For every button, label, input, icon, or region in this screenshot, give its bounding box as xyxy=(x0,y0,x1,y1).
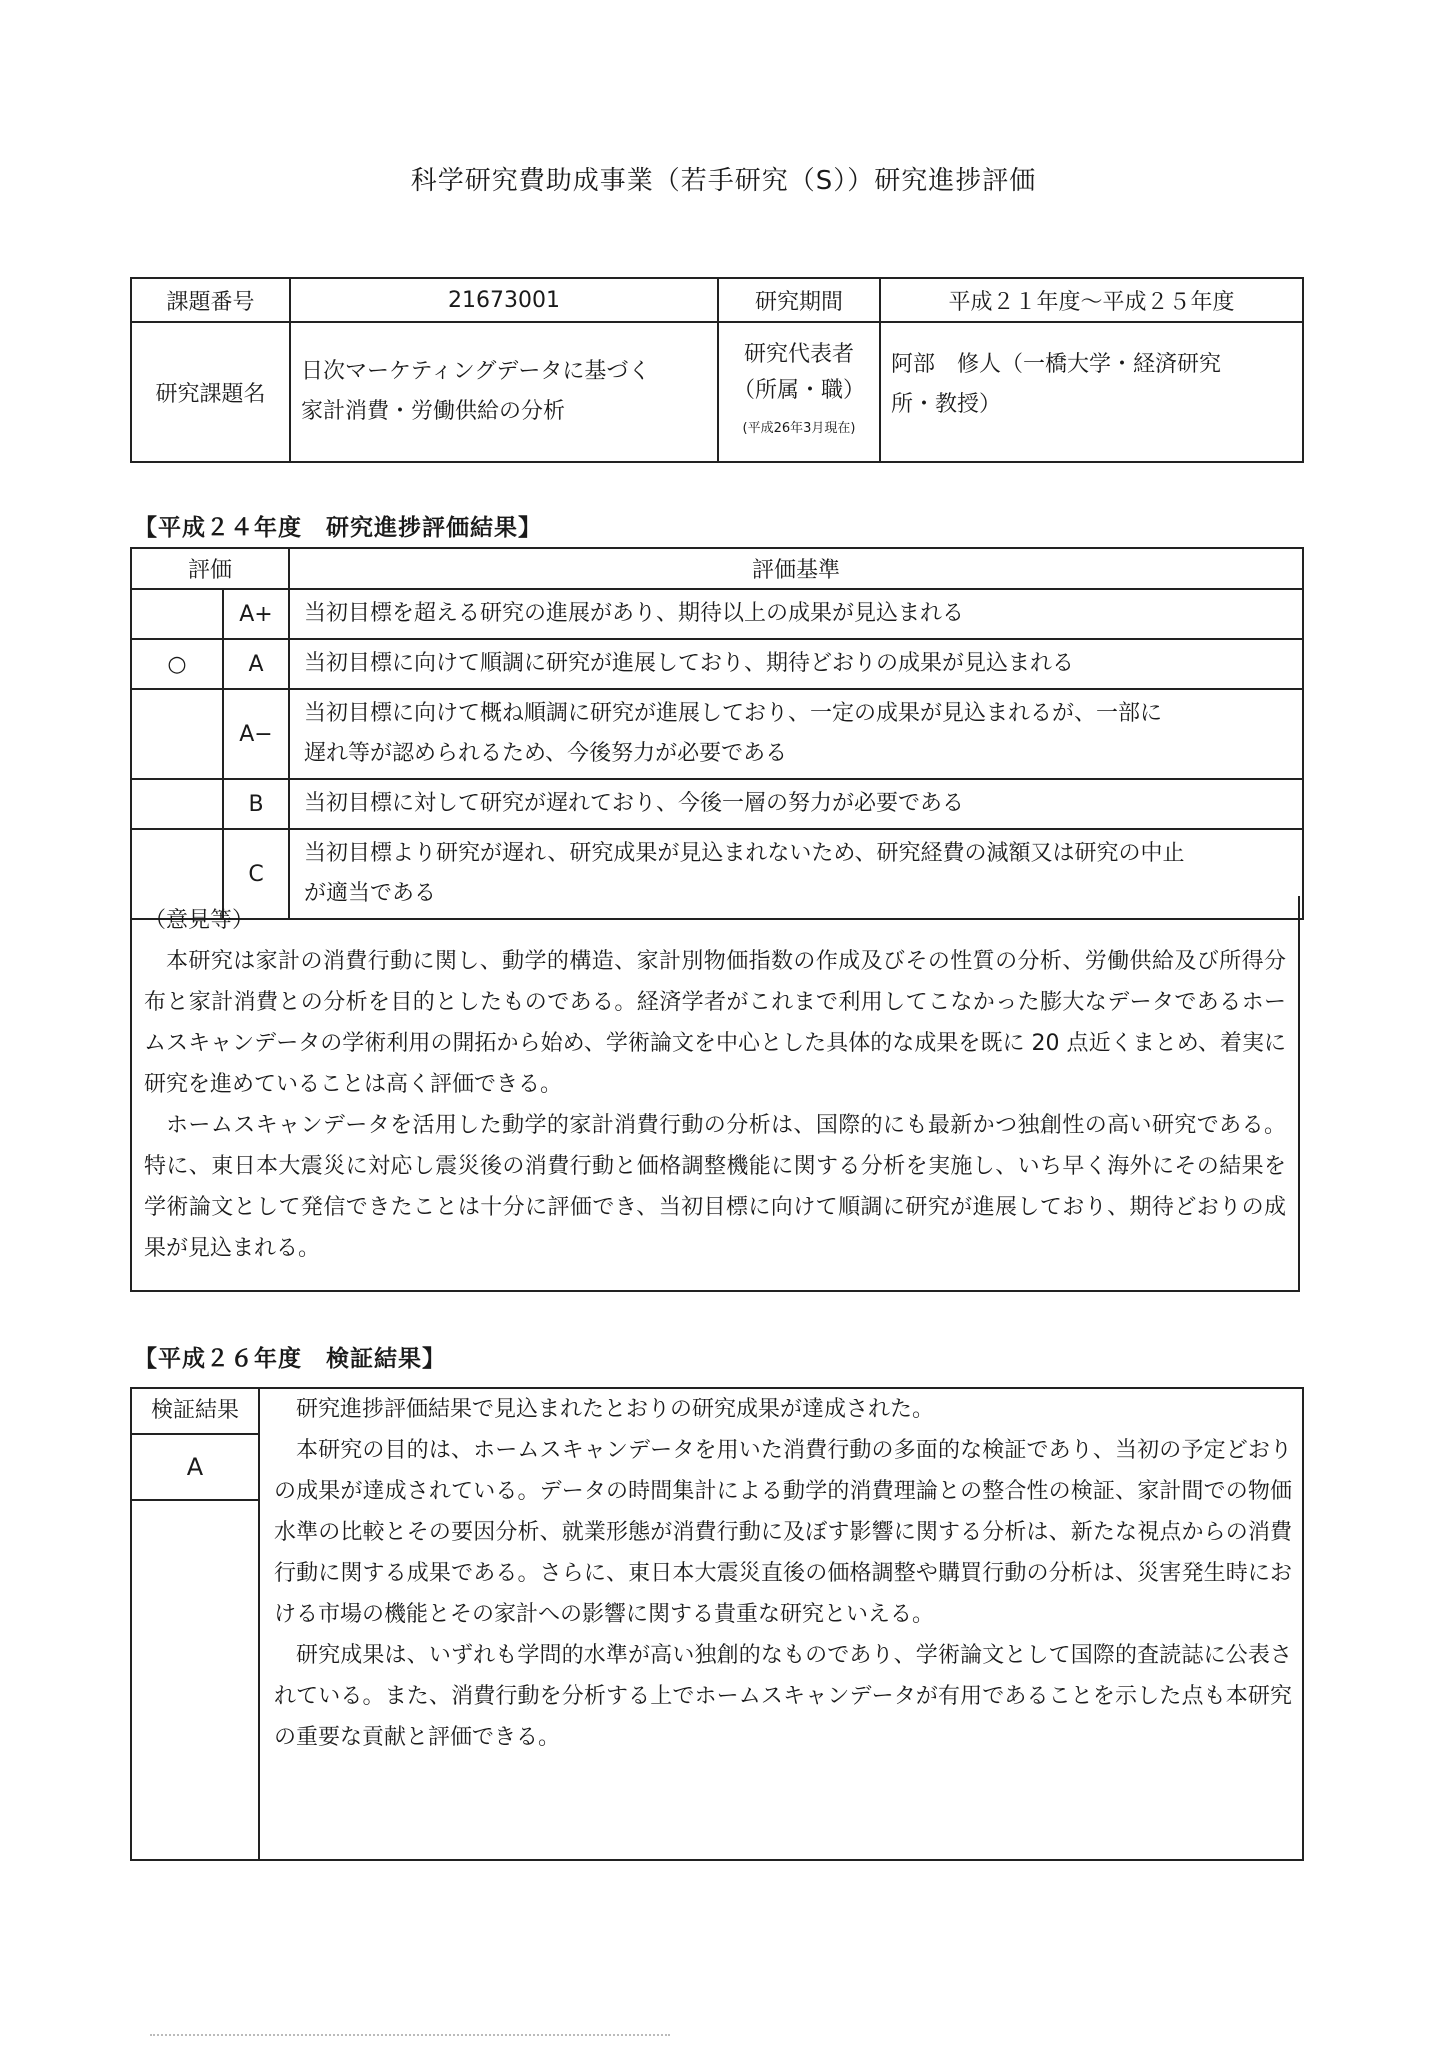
criteria-line: 当初目標を超える研究の進展があり、期待以上の成果が見込まれる xyxy=(304,601,965,626)
eval-row xyxy=(131,779,1303,829)
eval-row xyxy=(131,639,1303,689)
eval-grade: C xyxy=(223,829,289,919)
project-info-table xyxy=(130,277,1304,463)
criteria-line: が適当である xyxy=(304,881,437,906)
grade-column-header: 評価 xyxy=(131,548,289,589)
eval-mark xyxy=(131,779,223,829)
eval-section-heading: 【平成２４年度 研究進捗評価結果】 xyxy=(134,515,542,541)
evaluation-table xyxy=(130,547,1304,920)
project-title-line: 日次マーケティングデータに基づく xyxy=(301,359,651,384)
eval-mark: ○ xyxy=(131,639,223,689)
eval-grade: A+ xyxy=(223,589,289,639)
eval-mark xyxy=(131,589,223,639)
opinion-box xyxy=(130,896,1300,1292)
project-title-line: 家計消費・労働供給の分析 xyxy=(301,399,566,424)
verification-text xyxy=(274,1389,1292,1758)
criteria-line: 当初目標に向けて順調に研究が進展しており、期待どおりの成果が見込まれる xyxy=(304,651,1075,676)
opinion-paragraph: 本研究は家計の消費行動に関し、動学的構造、家計別物価指数の作成及びその性質の分析、労働供給及び所得分布と家計消費との分析を目的としたものである。経済学者がこれまで利用してこなかった膨大なデータであるホームスキャンデータの学術利用の開拓から始め、学術論文を中心とした具体的な成果を既に 20 点近くまとめ、着実に研究を進めていることは高く評価できる。 xyxy=(144,949,1286,1097)
criteria-line: 当初目標より研究が遅れ、研究成果が見込まれないため、研究経費の減額又は研究の中止 xyxy=(304,841,1185,866)
eval-row xyxy=(131,689,1303,779)
verification-paragraph: 研究進捗評価結果で見込まれたとおりの研究成果が達成された。 xyxy=(296,1397,935,1422)
rep-line: 所・教授） xyxy=(891,392,1002,417)
criteria-line: 当初目標に向けて概ね順調に研究が進展しており、一定の成果が見込まれるが、一部に xyxy=(304,701,1163,726)
criteria-column-header: 評価基準 xyxy=(289,548,1303,589)
criteria-line: 当初目標に対して研究が遅れており、今後一層の努力が必要である xyxy=(304,791,965,816)
verification-paragraph: 研究成果は、いずれも学問的水準が高い独創的なものであり、学術論文として国際的査読誌に公表されている。また、消費行動を分析する上でホームスキャンデータが有用であることを示した点も本研究の重要な貢献と評価できる。 xyxy=(274,1643,1292,1750)
scan-artifact-dots xyxy=(150,2034,670,2038)
criteria-line: 遅れ等が認められるため、今後努力が必要である xyxy=(304,741,788,766)
verification-grade-column xyxy=(132,1389,260,1859)
project-no-value: 21673001 xyxy=(290,278,718,322)
eval-mark xyxy=(131,689,223,779)
rep-label-line: （所属・職） xyxy=(732,378,865,403)
eval-grade: B xyxy=(223,779,289,829)
eval-criteria xyxy=(289,589,1303,639)
eval-grade: A− xyxy=(223,689,289,779)
period-label: 研究期間 xyxy=(718,278,880,322)
representative-label xyxy=(718,322,880,462)
verification-label: 検証結果 xyxy=(132,1389,258,1435)
project-no-label: 課題番号 xyxy=(131,278,290,322)
rep-label-note: (平成26年3月現在) xyxy=(742,421,856,436)
eval-row xyxy=(131,589,1303,639)
verification-grade: A xyxy=(132,1435,258,1501)
project-title-label: 研究課題名 xyxy=(131,322,290,462)
project-title-value xyxy=(290,322,718,462)
eval-criteria xyxy=(289,779,1303,829)
opinion-paragraph: ホームスキャンデータを活用した動学的家計消費行動の分析は、国際的にも最新かつ独創性の高い研究である。特に、東日本大震災に対応し震災後の消費行動と価格調整機能に関する分析を実施し、いち早く海外にその結果を学術論文として発信できたことは十分に評価でき、当初目標に向けて順調に研究が進展しており、期待どおりの成果が見込まれる。 xyxy=(144,1113,1286,1261)
verification-box xyxy=(130,1387,1304,1861)
eval-criteria xyxy=(289,689,1303,779)
eval-criteria xyxy=(289,639,1303,689)
verification-paragraph: 本研究の目的は、ホームスキャンデータを用いた消費行動の多面的な検証であり、当初の予定どおりの成果が達成されている。データの時間集計による動学的消費理論との整合性の検証、家計間での物価水準の比較とその要因分析、就業形態が消費行動に及ぼす影響に関する分析は、新たな視点からの消費行動に関する成果である。さらに、東日本大震災直後の価格調整や購買行動の分析は、災害発生時における市場の機能とその家計への影響に関する貴重な研究といえる。 xyxy=(274,1438,1292,1627)
rep-label-line: 研究代表者 xyxy=(743,342,854,367)
opinion-label: （意見等） xyxy=(144,908,255,933)
representative-value xyxy=(880,322,1303,462)
rep-line: 阿部 修人（一橋大学・経済研究 xyxy=(891,352,1222,377)
eval-grade: A xyxy=(223,639,289,689)
period-value: 平成２１年度～平成２５年度 xyxy=(880,278,1303,322)
verification-heading: 【平成２６年度 検証結果】 xyxy=(134,1346,446,1372)
page-title: 科学研究費助成事業（若手研究（S））研究進捗評価 xyxy=(410,166,1037,196)
